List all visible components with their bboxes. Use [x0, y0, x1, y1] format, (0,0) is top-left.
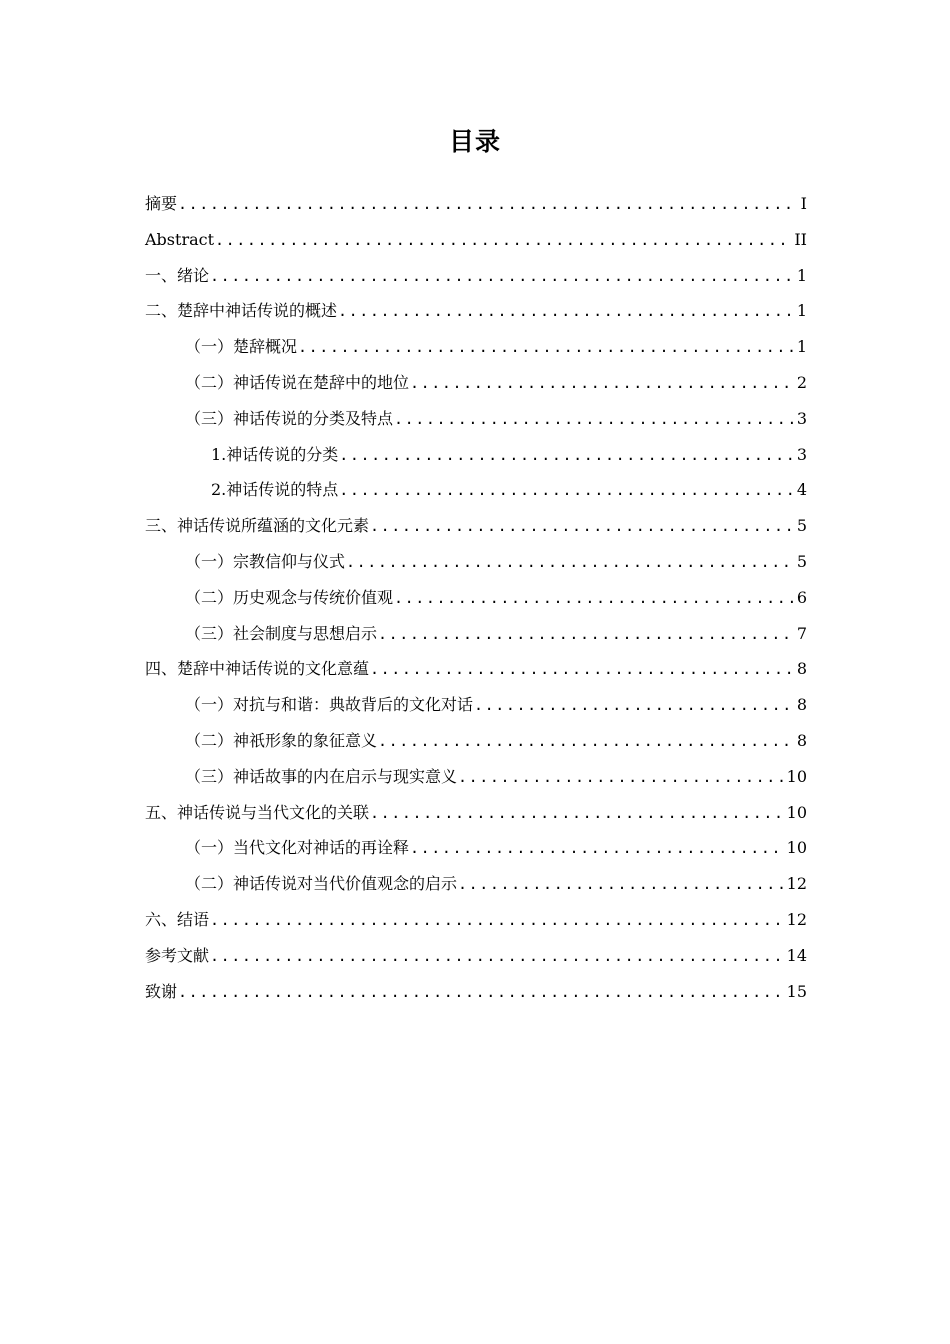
toc-entry[interactable]: [145, 723, 807, 759]
toc-dot-leader: [210, 903, 785, 939]
toc-entry[interactable]: [145, 580, 807, 616]
toc-entry-title: 摘要: [145, 194, 178, 213]
toc-entry-title: 三、神话传说所蕴涵的文化元素: [145, 516, 370, 536]
toc-entry[interactable]: [145, 329, 807, 365]
toc-entry-title: （三）神话传说的分类及特点: [185, 408, 394, 428]
toc-entry-title: 六、结语: [145, 909, 210, 929]
toc-dot-leader: [215, 223, 792, 259]
toc-dot-leader: [394, 581, 795, 617]
toc-entry[interactable]: [145, 830, 807, 866]
toc-page-number: 1: [796, 337, 807, 357]
toc-entry[interactable]: [145, 974, 807, 1010]
toc-entry-title: （二）神话传说在楚辞中的地位: [185, 372, 410, 392]
toc-entry-title: 2.神话传说的特点: [211, 480, 339, 500]
toc-dot-leader: [339, 473, 795, 509]
toc-entry-title: （一）宗教信仰与仪式: [185, 551, 346, 571]
toc-dot-leader: [339, 438, 795, 474]
toc-entry[interactable]: [145, 687, 807, 723]
toc-dot-leader: [394, 402, 795, 438]
toc-entry-title: 一、绪论: [145, 265, 210, 285]
toc-page-number: 15: [786, 981, 807, 1001]
toc-dot-leader: [474, 688, 795, 724]
toc-entry-title: （三）社会制度与思想启示: [185, 623, 378, 643]
toc-page-number: 4: [796, 480, 807, 500]
toc-entry[interactable]: [145, 938, 807, 974]
toc-entry-title: （二）神话传说对当代价值观念的启示: [185, 874, 458, 894]
toc-dot-leader: [370, 509, 795, 545]
toc-dot-leader: [378, 724, 795, 760]
table-of-contents: [145, 186, 807, 1009]
toc-entry[interactable]: [145, 401, 807, 437]
toc-entry-title: 1.神话传说的分类: [211, 444, 339, 464]
toc-entry[interactable]: [145, 365, 807, 401]
toc-page-number: 6: [796, 587, 807, 607]
toc-entry[interactable]: [145, 508, 807, 544]
toc-dot-leader: [458, 760, 785, 796]
toc-entry-title: （一）对抗与和谐：典故背后的文化对话: [185, 695, 474, 715]
toc-entry[interactable]: [145, 866, 807, 902]
toc-page-number: II: [794, 229, 807, 249]
page-title: 目录: [448, 127, 501, 156]
toc-dot-leader: [370, 652, 795, 688]
toc-page-number: 5: [796, 551, 807, 571]
toc-dot-leader: [346, 545, 795, 581]
toc-entry-title: （一）楚辞概况: [185, 337, 298, 357]
toc-page-number: 10: [786, 766, 807, 786]
toc-entry[interactable]: [145, 651, 807, 687]
toc-entry-title: 参考文献: [145, 945, 210, 965]
toc-dot-leader: [410, 366, 795, 402]
toc-page-number: 7: [796, 623, 807, 643]
toc-dot-leader: [178, 187, 797, 223]
toc-page-number: I: [800, 194, 807, 213]
toc-entry-title: 四、楚辞中神话传说的文化意蕴: [145, 659, 370, 679]
toc-page-number: 3: [796, 444, 807, 464]
toc-entry-title: （三）神话故事的内在启示与现实意义: [185, 766, 458, 786]
toc-dot-leader: [370, 796, 785, 832]
toc-entry[interactable]: [145, 293, 807, 329]
toc-page-number: 12: [786, 874, 807, 894]
toc-page-number: 8: [796, 730, 807, 750]
toc-entry[interactable]: [145, 616, 807, 652]
toc-entry-title: 致谢: [145, 981, 178, 1001]
toc-entry[interactable]: [145, 258, 807, 294]
toc-entry-title: Abstract: [145, 229, 215, 249]
toc-entry-title: （二）神祇形象的象征意义: [185, 730, 378, 750]
toc-page-number: 14: [786, 945, 807, 965]
toc-dot-leader: [458, 867, 785, 903]
toc-entry[interactable]: [145, 902, 807, 938]
toc-page-number: 5: [796, 516, 807, 536]
toc-entry[interactable]: [145, 437, 807, 473]
toc-dot-leader: [378, 617, 795, 653]
toc-dot-leader: [210, 939, 785, 975]
toc-page-number: 8: [796, 695, 807, 715]
toc-page-number: 1: [796, 301, 807, 321]
toc-entry[interactable]: [145, 222, 807, 258]
toc-dot-leader: [178, 975, 785, 1011]
toc-page-number: 2: [796, 372, 807, 392]
toc-dot-leader: [338, 294, 795, 330]
toc-entry[interactable]: [145, 544, 807, 580]
toc-page-number: 8: [796, 659, 807, 679]
toc-entry-title: 五、神话传说与当代文化的关联: [145, 802, 370, 822]
toc-dot-leader: [210, 259, 795, 295]
toc-page-number: 10: [786, 802, 807, 822]
toc-page-number: 12: [786, 909, 807, 929]
toc-dot-leader: [410, 831, 785, 867]
toc-dot-leader: [298, 330, 795, 366]
toc-entry[interactable]: [145, 472, 807, 508]
toc-page-number: 10: [786, 838, 807, 858]
toc-entry[interactable]: [145, 795, 807, 831]
toc-page-number: 3: [796, 408, 807, 428]
toc-entry[interactable]: [145, 759, 807, 795]
toc-page-number: 1: [796, 265, 807, 285]
toc-entry-title: 二、楚辞中神话传说的概述: [145, 301, 338, 321]
toc-entry-title: （一）当代文化对神话的再诠释: [185, 838, 410, 858]
toc-entry-title: （二）历史观念与传统价值观: [185, 587, 394, 607]
toc-entry[interactable]: [145, 186, 807, 222]
